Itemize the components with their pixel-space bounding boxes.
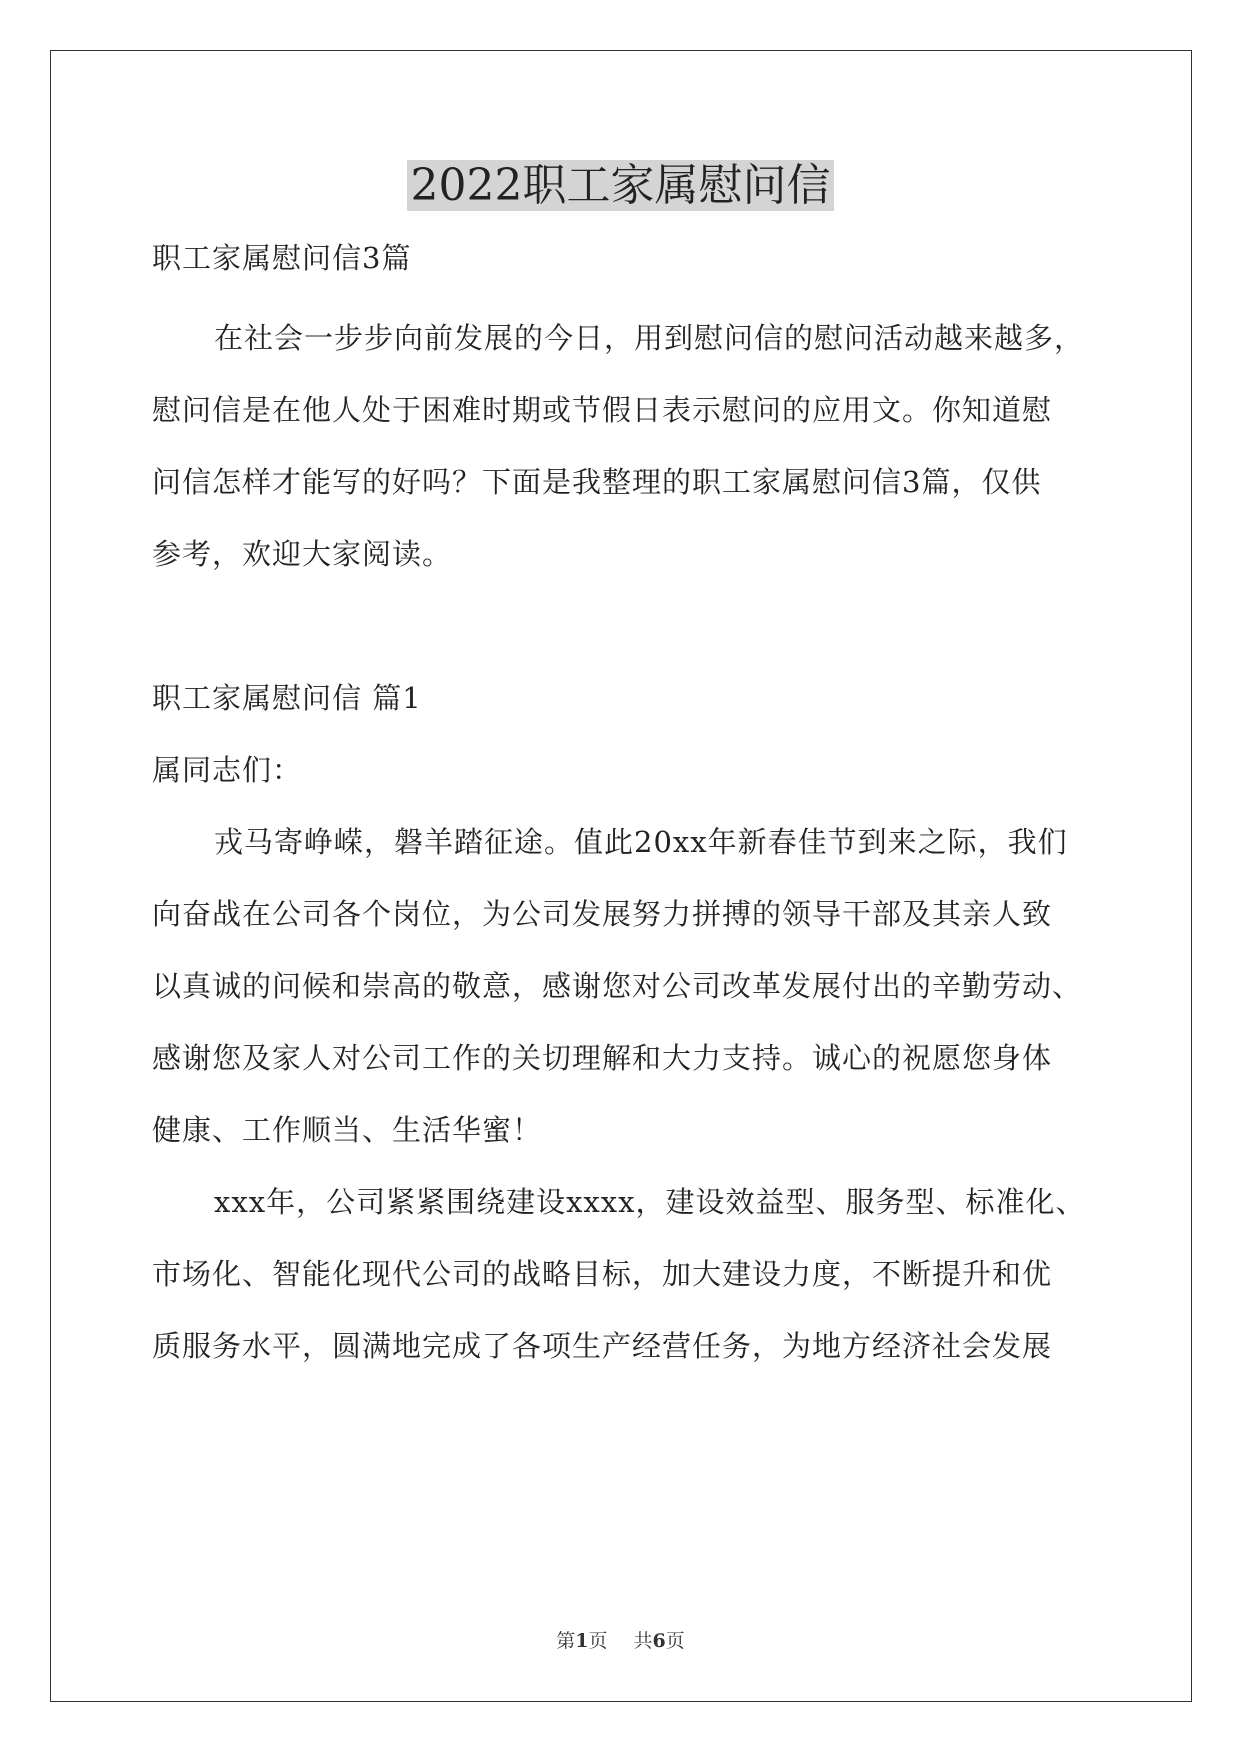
paragraph1-line-1: 戎马寄峥嵘，磐羊踏征途。值此20xx年新春佳节到来之际，我们 [214,825,1068,859]
section-heading: 职工家属慰问信 篇1 [152,681,422,715]
intro-line-4: 参考，欢迎大家阅读。 [152,537,453,571]
paragraph2-line-2: 市场化、智能化现代公司的战略目标，加大建设力度，不断提升和优 [152,1257,1053,1291]
intro-line-3: 问信怎样才能写的好吗？下面是我整理的职工家属慰问信3篇，仅供 [152,465,1042,499]
salutation: 属同志们： [152,753,303,787]
total-suffix: 页 [665,1630,685,1652]
page-total: 6 [652,1630,666,1652]
paragraph1-line-4: 感谢您及家人对公司工作的关切理解和大力支持。诚心的祝愿您身体 [152,1041,1053,1075]
document-subtitle: 职工家属慰问信3篇 [152,241,412,275]
paragraph2-line-3: 质服务水平，圆满地完成了各项生产经营任务，为地方经济社会发展 [152,1329,1053,1363]
intro-line-2: 慰问信是在他人处于困难时期或节假日表示慰问的应用文。你知道慰 [152,393,1053,427]
page-prefix: 第 [556,1630,576,1652]
paragraph1-line-5: 健康、工作顺当、生活华蜜！ [152,1113,543,1147]
page-current: 1 [575,1630,589,1652]
paragraph2-line-1: xxx年，公司紧紧围绕建设xxxx，建设效益型、服务型、标准化、 [214,1185,1086,1219]
page-suffix: 页 [588,1630,608,1652]
paragraph1-line-3: 以真诚的问候和崇高的敬意，感谢您对公司改革发展付出的辛勤劳动、 [152,969,1083,1003]
document-title-text: 2022职工家属慰问信 [407,160,835,211]
page-border [50,50,1192,1702]
paragraph1-line-2: 向奋战在公司各个岗位，为公司发展努力拼搏的领导干部及其亲人致 [152,897,1053,931]
page-footer [0,1628,1241,1654]
total-prefix: 共 [633,1630,653,1652]
intro-line-1: 在社会一步步向前发展的今日，用到慰问信的慰问活动越来越多， [214,321,1085,355]
document-title [0,158,1241,214]
